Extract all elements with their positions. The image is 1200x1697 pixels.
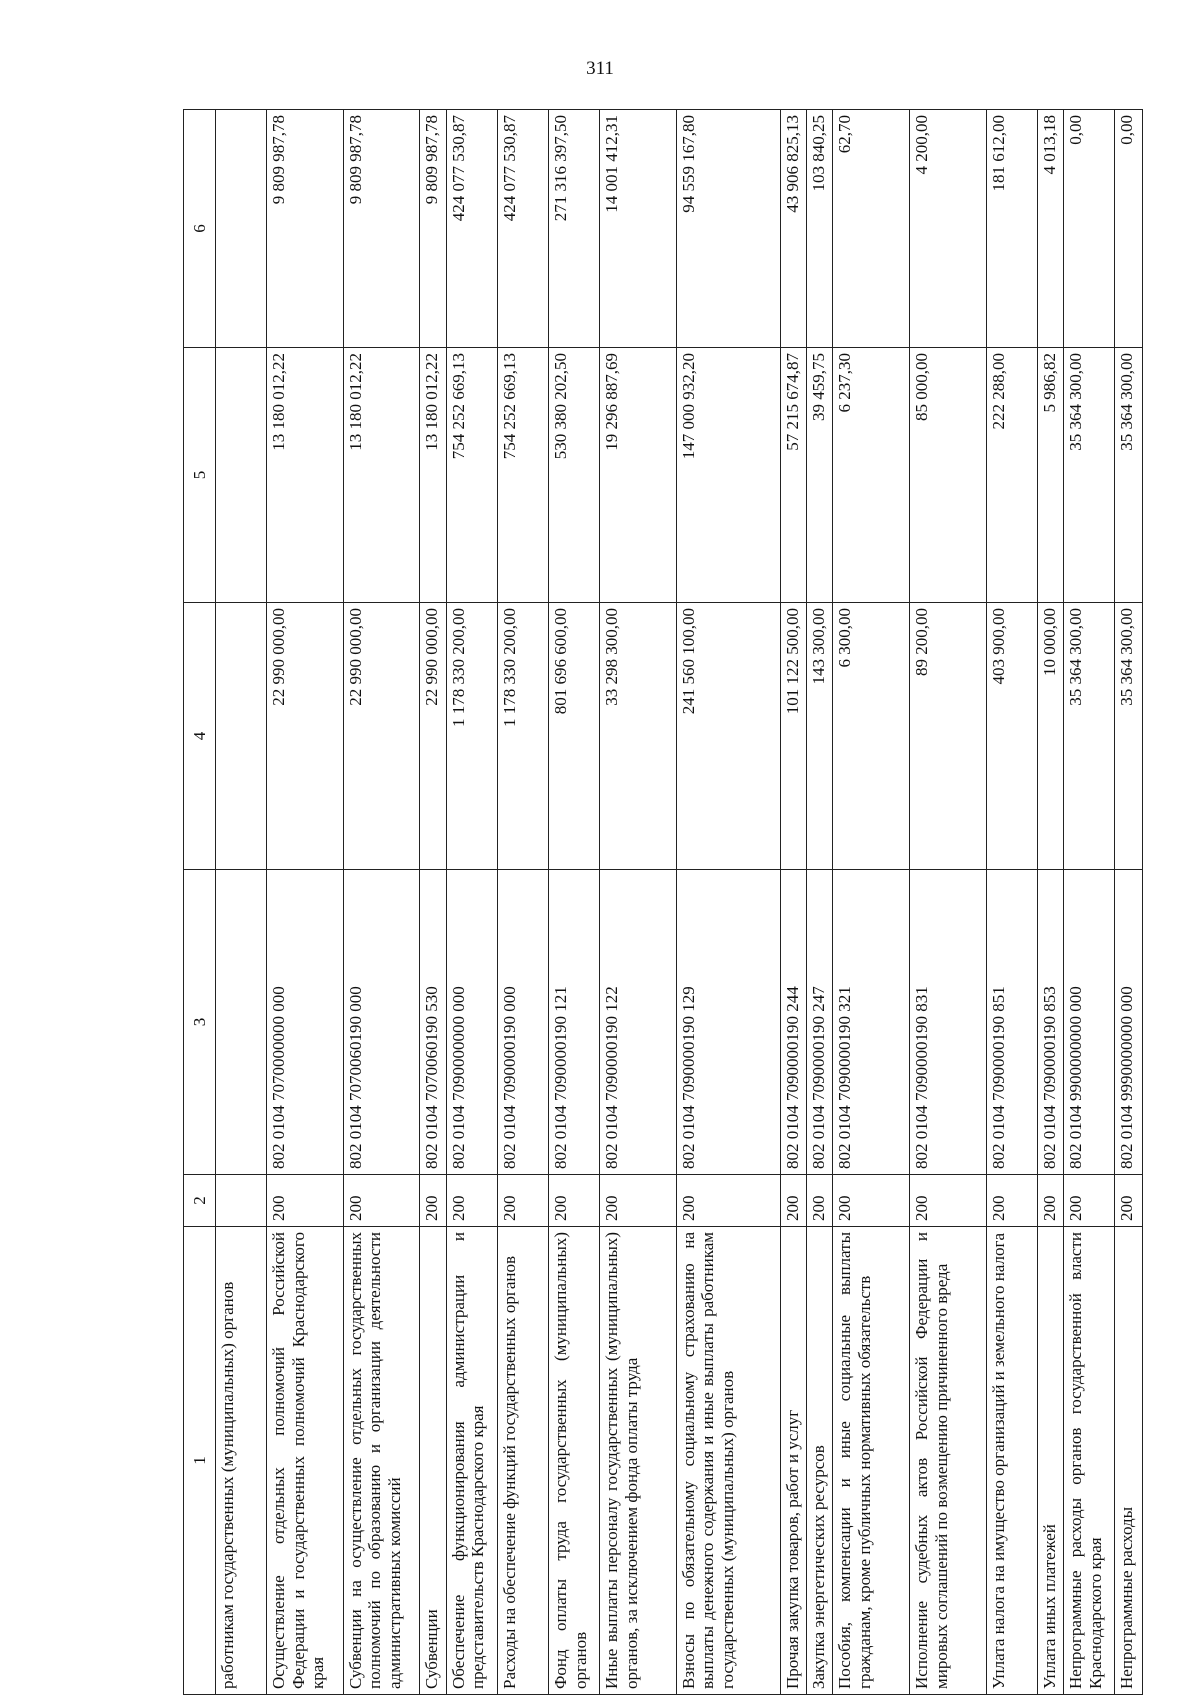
- row-code: [215, 1175, 266, 1227]
- row-code: 200: [420, 1175, 446, 1227]
- row-code: 200: [343, 1175, 420, 1227]
- row-approved-amount: 33 298 300,00: [599, 603, 676, 870]
- row-classification-code: 802 0104 7090000190 121: [548, 870, 599, 1175]
- row-approved-amount: 89 200,00: [910, 603, 987, 870]
- row-classification-code: 802 0104 7090000190 321: [833, 870, 910, 1175]
- header-cell: 3: [184, 870, 216, 1175]
- row-classification-code: 802 0104 7090000190 247: [807, 870, 833, 1175]
- row-code: 200: [1064, 1175, 1115, 1227]
- row-code: 200: [780, 1175, 806, 1227]
- table-row: [676, 110, 780, 1695]
- row-description: Исполнение судебных актов Российской Федерации и мировых соглашений по возмещению причиненного вреда: [910, 1227, 987, 1695]
- row-remaining-amount: 4 200,00: [910, 110, 987, 348]
- row-code: 200: [676, 1175, 780, 1227]
- row-classification-code: 802 0104 7090000190 851: [986, 870, 1037, 1175]
- row-executed-amount: 85 000,00: [910, 348, 987, 603]
- row-executed-amount: 13 180 012,22: [420, 348, 446, 603]
- row-approved-amount: 403 900,00: [986, 603, 1037, 870]
- row-description: Непрограммные расходы органов государственной власти Краснодарского края: [1064, 1227, 1115, 1695]
- row-approved-amount: 22 990 000,00: [420, 603, 446, 870]
- row-remaining-amount: 14 001 412,31: [599, 110, 676, 348]
- row-approved-amount: 22 990 000,00: [267, 603, 344, 870]
- row-classification-code: 802 0104 7070060190 000: [343, 870, 420, 1175]
- row-code: 200: [986, 1175, 1037, 1227]
- table-row: [343, 110, 420, 1695]
- row-description: Взносы по обязательному социальному страхованию на выплаты денежного содержания и иные выплаты работникам государственных (муниципальных) органов: [676, 1227, 780, 1695]
- table-row: [986, 110, 1037, 1695]
- row-executed-amount: 35 364 300,00: [1115, 348, 1143, 603]
- row-description: Иные выплаты персоналу государственных (муниципальных) органов, за исключением фонда оплаты труда: [599, 1227, 676, 1695]
- row-description: Уплата налога на имущество организаций и земельного налога: [986, 1227, 1037, 1695]
- row-classification-code: 802 0104 7090000190 853: [1037, 870, 1063, 1175]
- row-classification-code: 802 0104 7070000000 000: [267, 870, 344, 1175]
- row-executed-amount: 6 237,30: [833, 348, 910, 603]
- row-approved-amount: 35 364 300,00: [1064, 603, 1115, 870]
- row-executed-amount: [215, 348, 266, 603]
- row-code: 200: [599, 1175, 676, 1227]
- row-remaining-amount: 43 906 825,13: [780, 110, 806, 348]
- row-classification-code: 802 0104 7090000190 129: [676, 870, 780, 1175]
- row-remaining-amount: 62,70: [833, 110, 910, 348]
- header-row: [184, 110, 216, 1695]
- header-cell: 1: [184, 1227, 216, 1695]
- row-executed-amount: 39 459,75: [807, 348, 833, 603]
- table-row: [548, 110, 599, 1695]
- table-row: [1064, 110, 1115, 1695]
- row-description: Осуществление отдельных полномочий Российской Федерации и государственных полномочий Краснодарского края: [267, 1227, 344, 1695]
- row-description: работникам государственных (муниципальных) органов: [215, 1227, 266, 1695]
- page-number: 311: [586, 58, 614, 79]
- row-classification-code: 802 0104 7070060190 530: [420, 870, 446, 1175]
- row-code: 200: [548, 1175, 599, 1227]
- header-cell: 6: [184, 110, 216, 348]
- row-description: Субвенции: [420, 1227, 446, 1695]
- row-approved-amount: 1 178 330 200,00: [446, 603, 497, 870]
- row-classification-code: 802 0104 7090000190 831: [910, 870, 987, 1175]
- row-executed-amount: 19 296 887,69: [599, 348, 676, 603]
- row-code: 200: [267, 1175, 344, 1227]
- row-description: Субвенции на осуществление отдельных государственных полномочий по образованию и организации деятельности административных комиссий: [343, 1227, 420, 1695]
- row-remaining-amount: 0,00: [1064, 110, 1115, 348]
- table-row: [1037, 110, 1063, 1695]
- row-remaining-amount: 9 809 987,78: [420, 110, 446, 348]
- row-executed-amount: 147 000 932,20: [676, 348, 780, 603]
- row-remaining-amount: 94 559 167,80: [676, 110, 780, 348]
- row-remaining-amount: 103 840,25: [807, 110, 833, 348]
- header-cell: 2: [184, 1175, 216, 1227]
- row-classification-code: 802 0104 7090000190 244: [780, 870, 806, 1175]
- table-row: [1115, 110, 1143, 1695]
- table-row: [833, 110, 910, 1695]
- row-description: Фонд оплаты труда государственных (муниципальных) органов: [548, 1227, 599, 1695]
- row-remaining-amount: [215, 110, 266, 348]
- row-classification-code: 802 0104 9900000000 000: [1064, 870, 1115, 1175]
- row-remaining-amount: 424 077 530,87: [497, 110, 548, 348]
- row-executed-amount: 222 288,00: [986, 348, 1037, 603]
- row-approved-amount: [215, 603, 266, 870]
- row-description: Прочая закупка товаров, работ и услуг: [780, 1227, 806, 1695]
- row-approved-amount: 101 122 500,00: [780, 603, 806, 870]
- row-approved-amount: 801 696 600,00: [548, 603, 599, 870]
- row-remaining-amount: 0,00: [1115, 110, 1143, 348]
- row-description: Закупка энергетических ресурсов: [807, 1227, 833, 1695]
- row-executed-amount: 754 252 669,13: [446, 348, 497, 603]
- table-row: [910, 110, 987, 1695]
- row-description: Пособия, компенсации и иные социальные выплаты гражданам, кроме публичных нормативных обязательств: [833, 1227, 910, 1695]
- row-approved-amount: 143 300,00: [807, 603, 833, 870]
- row-code: 200: [1037, 1175, 1063, 1227]
- header-cell: 5: [184, 348, 216, 603]
- row-classification-code: 802 0104 7090000000 000: [446, 870, 497, 1175]
- table-row: [599, 110, 676, 1695]
- row-description: Обеспечение функционирования администрации и представительств Краснодарского края: [446, 1227, 497, 1695]
- row-executed-amount: 530 380 202,50: [548, 348, 599, 603]
- row-executed-amount: 5 986,82: [1037, 348, 1063, 603]
- row-code: 200: [833, 1175, 910, 1227]
- header-cell: 4: [184, 603, 216, 870]
- row-classification-code: 802 0104 7090000190 000: [497, 870, 548, 1175]
- row-remaining-amount: 271 316 397,50: [548, 110, 599, 348]
- row-description: Непрограммные расходы: [1115, 1227, 1143, 1695]
- row-approved-amount: 35 364 300,00: [1115, 603, 1143, 870]
- row-executed-amount: 13 180 012,22: [267, 348, 344, 603]
- table-row: [497, 110, 548, 1695]
- row-code: 200: [807, 1175, 833, 1227]
- row-executed-amount: 13 180 012,22: [343, 348, 420, 603]
- row-code: 200: [1115, 1175, 1143, 1227]
- table-row: [215, 110, 266, 1695]
- rotated-page-content: [183, 110, 1143, 1695]
- row-approved-amount: 10 000,00: [1037, 603, 1063, 870]
- row-approved-amount: 22 990 000,00: [343, 603, 420, 870]
- row-remaining-amount: 4 013,18: [1037, 110, 1063, 348]
- row-classification-code: 802 0104 9990000000 000: [1115, 870, 1143, 1175]
- row-code: 200: [497, 1175, 548, 1227]
- row-executed-amount: 35 364 300,00: [1064, 348, 1115, 603]
- table-row: [780, 110, 806, 1695]
- row-description: Расходы на обеспечение функций государственных органов: [497, 1227, 548, 1695]
- row-approved-amount: 6 300,00: [833, 603, 910, 870]
- row-classification-code: [215, 870, 266, 1175]
- budget-table: [183, 109, 1143, 1695]
- table-row: [446, 110, 497, 1695]
- row-remaining-amount: 424 077 530,87: [446, 110, 497, 348]
- row-code: 200: [446, 1175, 497, 1227]
- row-remaining-amount: 9 809 987,78: [343, 110, 420, 348]
- table-row: [807, 110, 833, 1695]
- row-classification-code: 802 0104 7090000190 122: [599, 870, 676, 1175]
- row-approved-amount: 241 560 100,00: [676, 603, 780, 870]
- row-remaining-amount: 9 809 987,78: [267, 110, 344, 348]
- table-row: [420, 110, 446, 1695]
- row-description: Уплата иных платежей: [1037, 1227, 1063, 1695]
- row-code: 200: [910, 1175, 987, 1227]
- row-executed-amount: 57 215 674,87: [780, 348, 806, 603]
- table-row: [267, 110, 344, 1695]
- row-remaining-amount: 181 612,00: [986, 110, 1037, 348]
- row-approved-amount: 1 178 330 200,00: [497, 603, 548, 870]
- row-executed-amount: 754 252 669,13: [497, 348, 548, 603]
